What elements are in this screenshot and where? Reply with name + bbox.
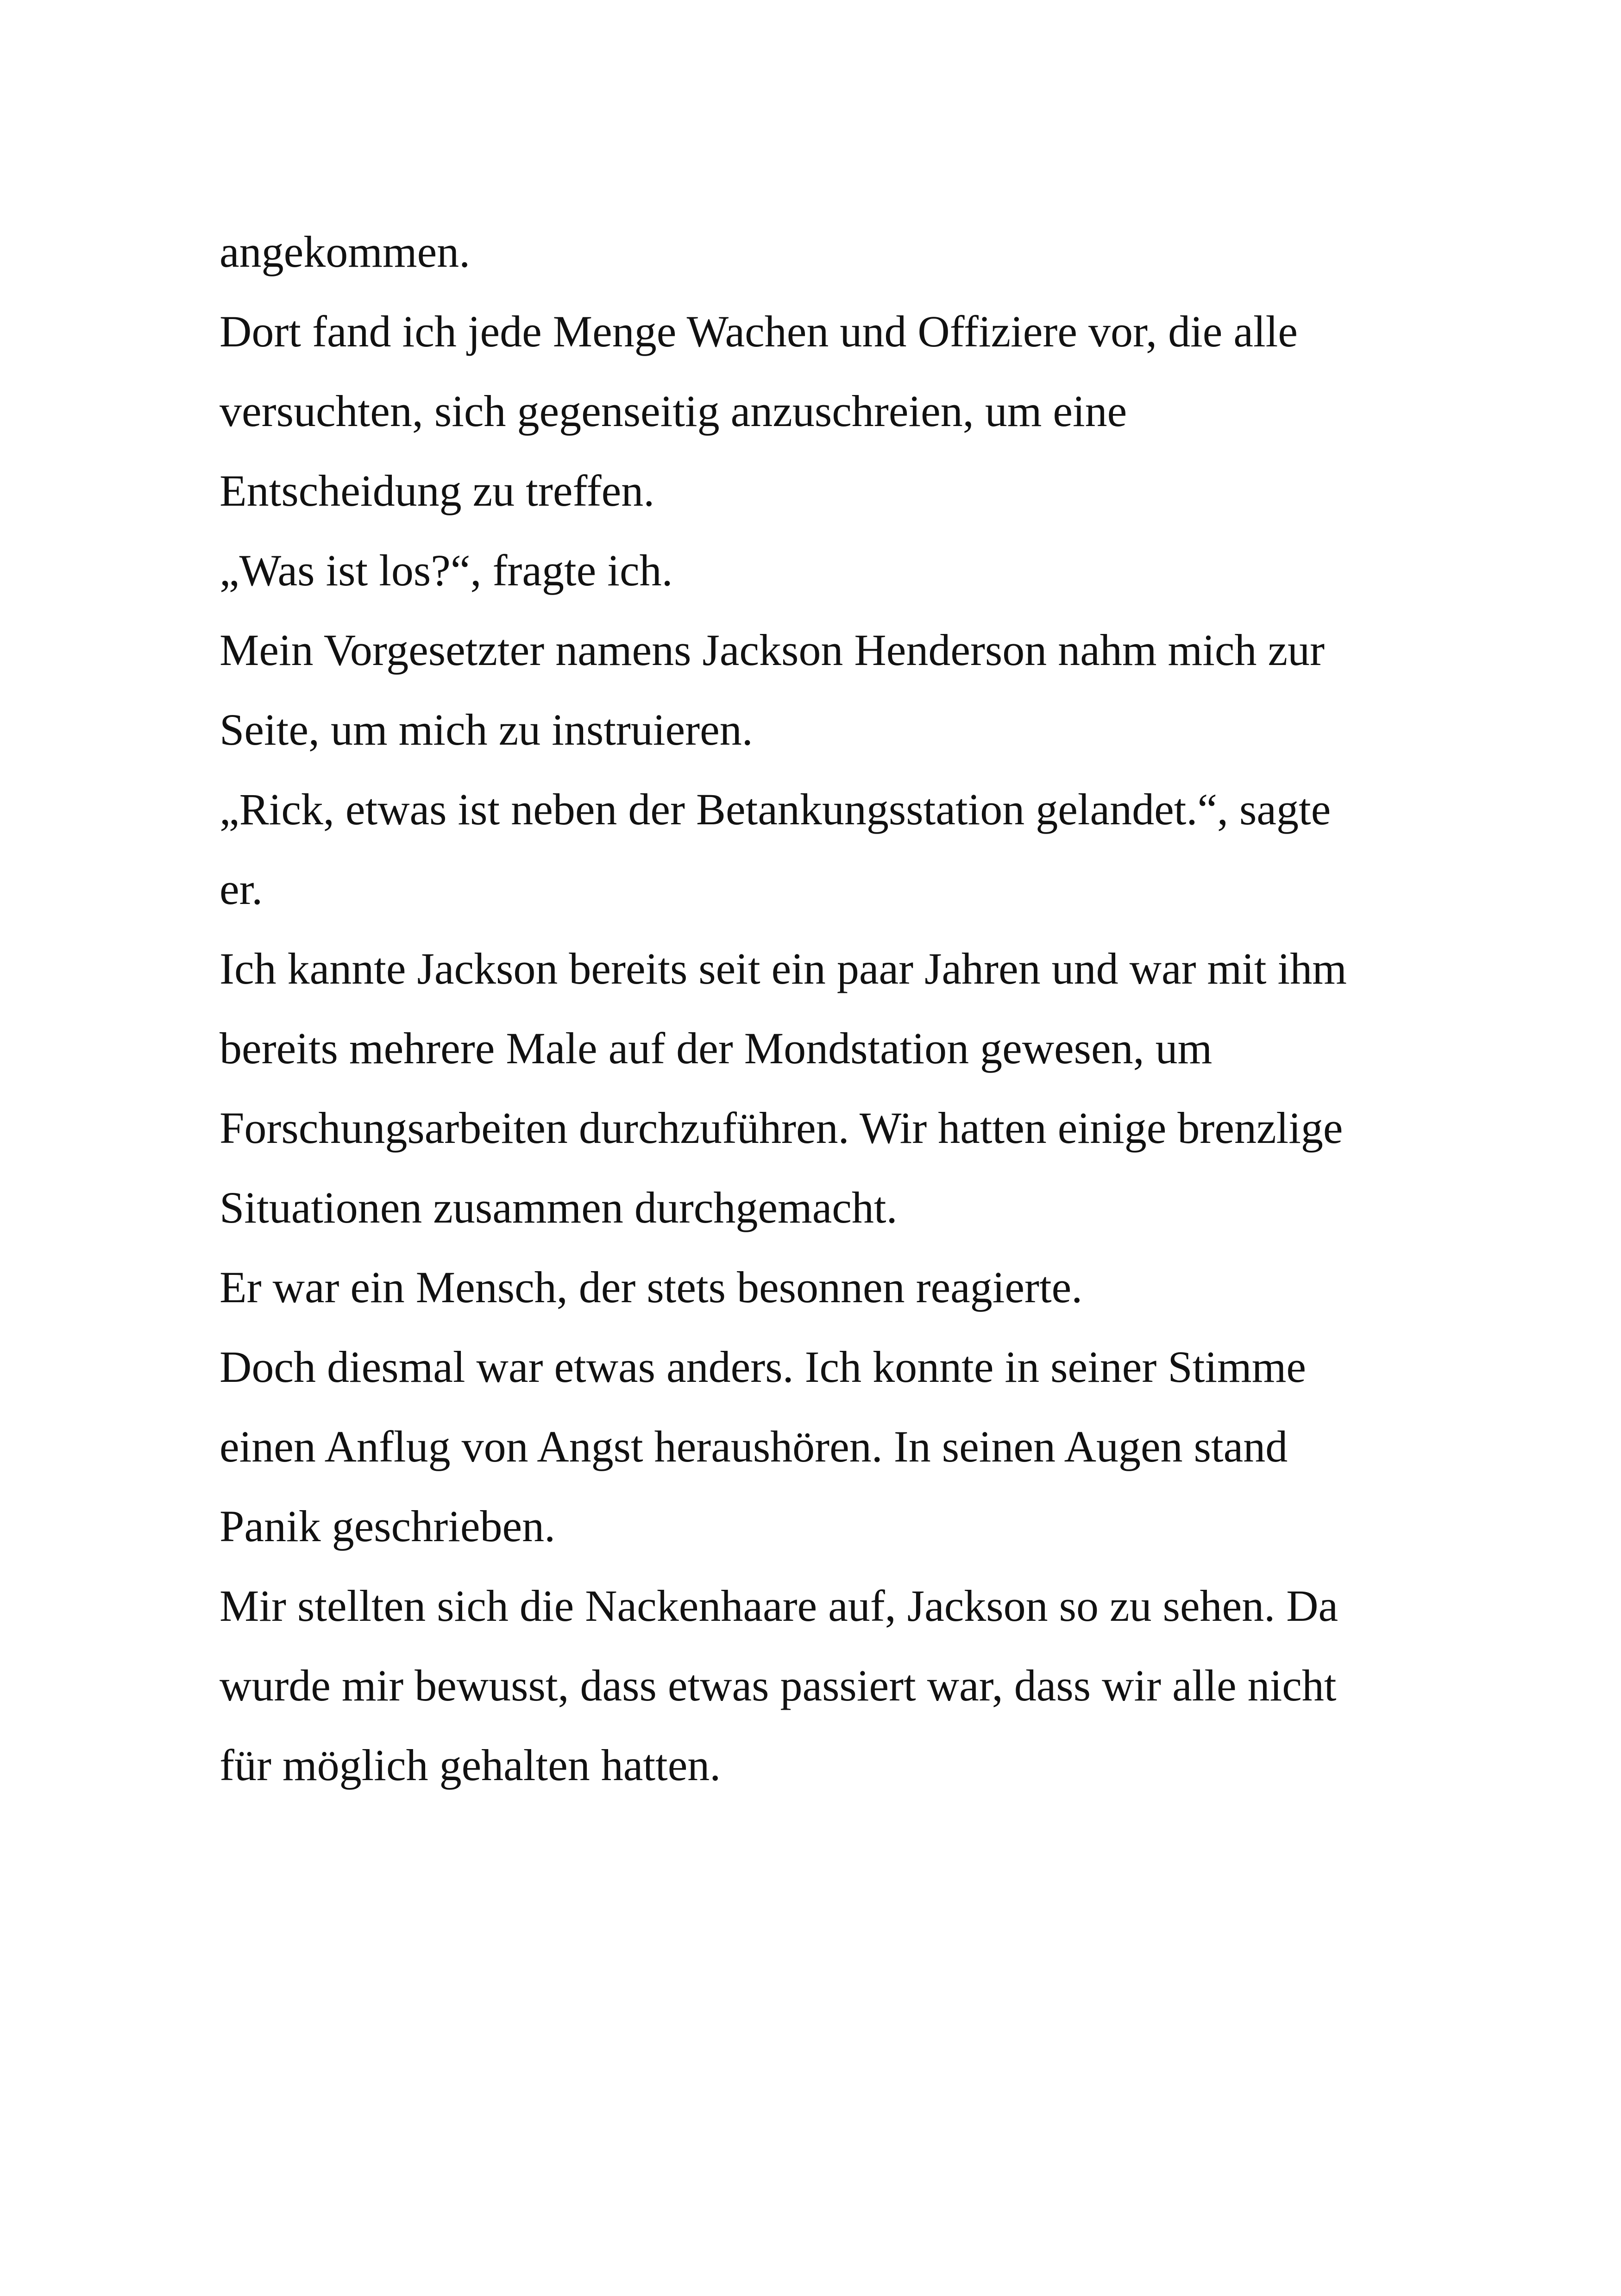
text-line: Mein Vorgesetzter namens Jackson Henderson nahm mich zur [220, 625, 1325, 675]
text-line: „Rick, etwas ist neben der Betankungsstation gelandet.“, sagte [220, 784, 1331, 834]
text-line: Doch diesmal war etwas anders. Ich konnte in seiner Stimme [220, 1342, 1306, 1392]
text-line: Situationen zusammen durchgemacht. [220, 1183, 898, 1232]
text-line: einen Anflug von Angst heraushören. In seinen Augen stand [220, 1422, 1288, 1471]
text-line: angekommen. [220, 227, 471, 276]
text-line: bereits mehrere Male auf der Mondstation gewesen, um [220, 1023, 1213, 1073]
text-line: er. [220, 864, 263, 914]
text-line: Mir stellten sich die Nackenhaare auf, Jackson so zu sehen. Da [220, 1581, 1338, 1631]
text-line: Seite, um mich zu instruieren. [220, 705, 753, 754]
text-line: Er war ein Mensch, der stets besonnen reagierte. [220, 1262, 1083, 1312]
text-line: „Was ist los?“, fragte ich. [220, 546, 673, 595]
text-line: wurde mir bewusst, dass etwas passiert war, dass wir alle nicht [220, 1661, 1337, 1710]
text-line: Dort fand ich jede Menge Wachen und Offiziere vor, die alle [220, 307, 1298, 356]
text-line: Forschungsarbeiten durchzuführen. Wir hatten einige brenzlige [220, 1103, 1343, 1153]
text-line: für möglich gehalten hatten. [220, 1740, 721, 1790]
text-line: Ich kannte Jackson bereits seit ein paar Jahren und war mit ihm [220, 944, 1347, 993]
body-text [220, 212, 1470, 1805]
text-line: Panik geschrieben. [220, 1501, 556, 1551]
text-line: Entscheidung zu treffen. [220, 466, 655, 515]
text-line: versuchten, sich gegenseitig anzuschreien, um eine [220, 386, 1127, 436]
